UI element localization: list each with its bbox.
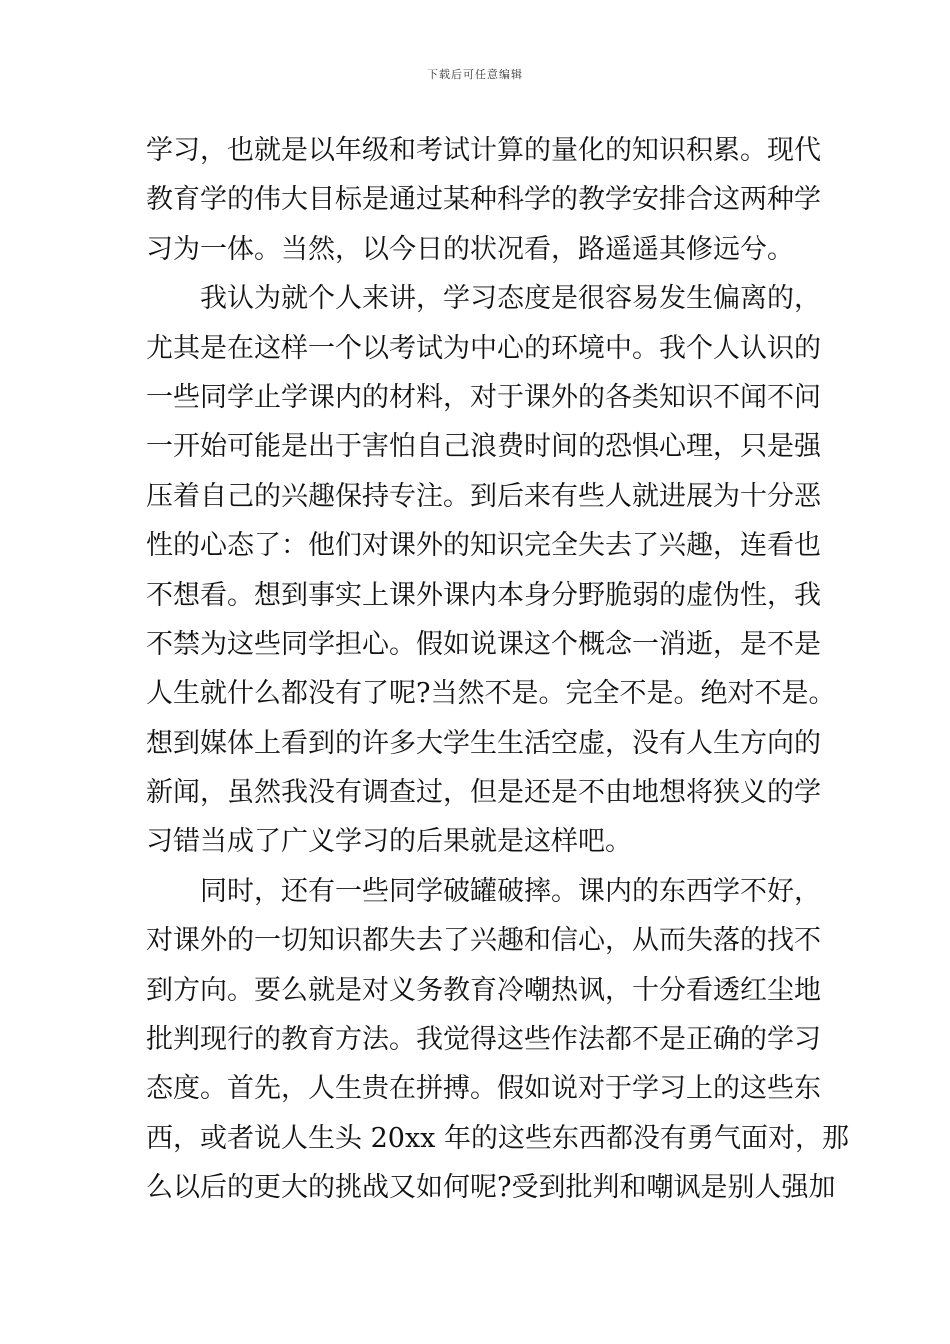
text-line: 性的心态了：他们对课外的知识完全失去了兴趣，连看也 (146, 530, 821, 562)
text-line: 一开始可能是出于害怕自己浪费时间的恐惧心理，只是强 (146, 431, 821, 463)
text-line: 想到媒体上看到的许多大学生生活空虚，没有人生方向的 (146, 727, 821, 759)
text-line: 不想看。想到事实上课外课内本身分野脆弱的虚伪性，我 (146, 579, 821, 611)
document-body (146, 126, 849, 1213)
text-line: 学习，也就是以年级和考试计算的量化的知识积累。现代 (146, 135, 821, 166)
text-line: 教育学的伟大目标是通过某种科学的教学安排合这两种学 (146, 184, 821, 216)
text-line: 一些同学止学课内的材料，对于课外的各类知识不闻不问 (146, 381, 821, 413)
text-line: 西，或者说人生头 20xx 年的这些东西都没有勇气面对，那 (146, 1122, 849, 1154)
text-line: 态度。首先，人生贵在拼搏。假如说对于学习上的这些东 (146, 1073, 821, 1105)
text-line: 不禁为这些同学担心。假如说课这个概念一消逝，是不是 (146, 628, 821, 660)
text-line: 到方向。要么就是对义务教育冷嘲热讽，十分看透红尘地 (146, 974, 821, 1006)
text-line: 我认为就个人来讲，学习态度是很容易发生偏离的， (200, 283, 821, 315)
text-line: 批判现行的教育方法。我觉得这些作法都不是正确的学习 (146, 1024, 821, 1056)
text-line: 尤其是在这样一个以考试为中心的环境中。我个人认识的 (146, 332, 821, 364)
text-line: 同时，还有一些同学破罐破摔。课内的东西学不好， (200, 875, 821, 907)
text-line: 压着自己的兴趣保持专注。到后来有些人就进展为十分恶 (146, 480, 821, 512)
text-line: 对课外的一切知识都失去了兴趣和信心，从而失落的找不 (146, 925, 821, 957)
text-line: 习为一体。当然，以今日的状况看，路遥遥其修远兮。 (146, 233, 794, 265)
page-header: 下载后可任意编辑 (427, 68, 523, 81)
text-line: 习错当成了广义学习的后果就是这样吧。 (146, 826, 632, 858)
text-line: 人生就什么都没有了呢?当然不是。完全不是。绝对不是。 (146, 678, 836, 710)
text-line: 么以后的更大的挑战又如何呢?受到批判和嘲讽是别人强加 (146, 1172, 836, 1204)
text-line: 新闻，虽然我没有调查过，但是还是不由地想将狭义的学 (146, 777, 821, 809)
